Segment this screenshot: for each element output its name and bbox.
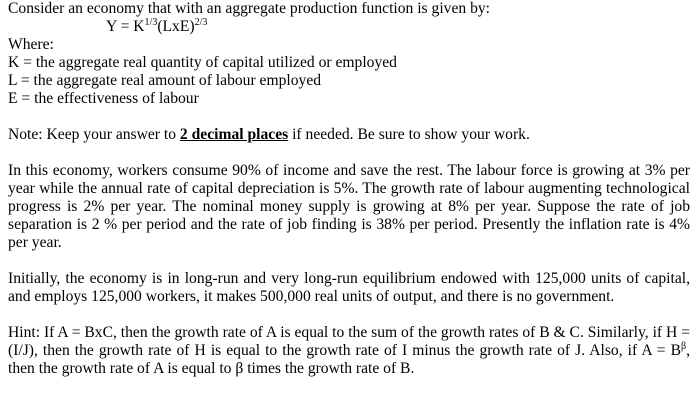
spacer [8,144,690,162]
where-label: Where: [8,36,54,53]
formula-base-right: (LxE) [157,18,195,35]
initial-conditions-paragraph: Initially, the economy is in long-run and very long-run equilibrium endowed with 125,000 units of capital, and employs 125,000 workers, it makes 500,000 real units of output, and there is no government. [8,270,690,305]
definition-k: K = the aggregate real quantity of capital utilized or employed [8,54,397,71]
intro-line: Consider an economy that with an aggregate production function is given by: [8,0,490,17]
note-line [8,126,690,144]
note-suffix: if needed. Be sure to show your work. [288,126,530,143]
formula-base-left: Y = K [106,18,145,35]
hint-exponent: β [681,341,687,352]
spacer [8,108,690,126]
economy-paragraph: In this economy, workers consume 90% of income and save the rest. The labour force is growing at 3% per year while the annual rate of capital depreciation is 5%. The growth rate of labour augmenting technological progress is 2% per year. The nominal money supply is growing at 8% per year. Suppose the rate of job separation is 2 % per period and the rate of job finding is 38% per period. Presently the inflation rate is 4% per year. [8,162,690,251]
problem-document [8,0,690,378]
formula-exponent-le: 2/3 [194,17,208,28]
definition-l: L = the aggregate real amount of labour employed [8,72,322,89]
production-function-formula [8,18,690,36]
definition-e: E = the effectiveness of labour [8,90,199,107]
formula-exponent-k: 1/3 [144,17,158,28]
hint-text-part1: Hint: If A = BxC, then the growth rate of A is equal to the sum of the growth rates of B & C. Similarly, if H = (I/J), then the growth rate of H is equal to the growth rate of I minus the growth rate of J. Also, if A = B [8,324,690,359]
hint-paragraph [8,324,690,378]
spacer [8,306,690,324]
note-emphasis: 2 decimal places [179,126,289,143]
spacer [8,252,690,270]
hint-text-part2: , then the growth rate of A is equal to β times the growth rate of B. [8,342,690,377]
note-prefix: Note: Keep your answer to [8,126,180,143]
